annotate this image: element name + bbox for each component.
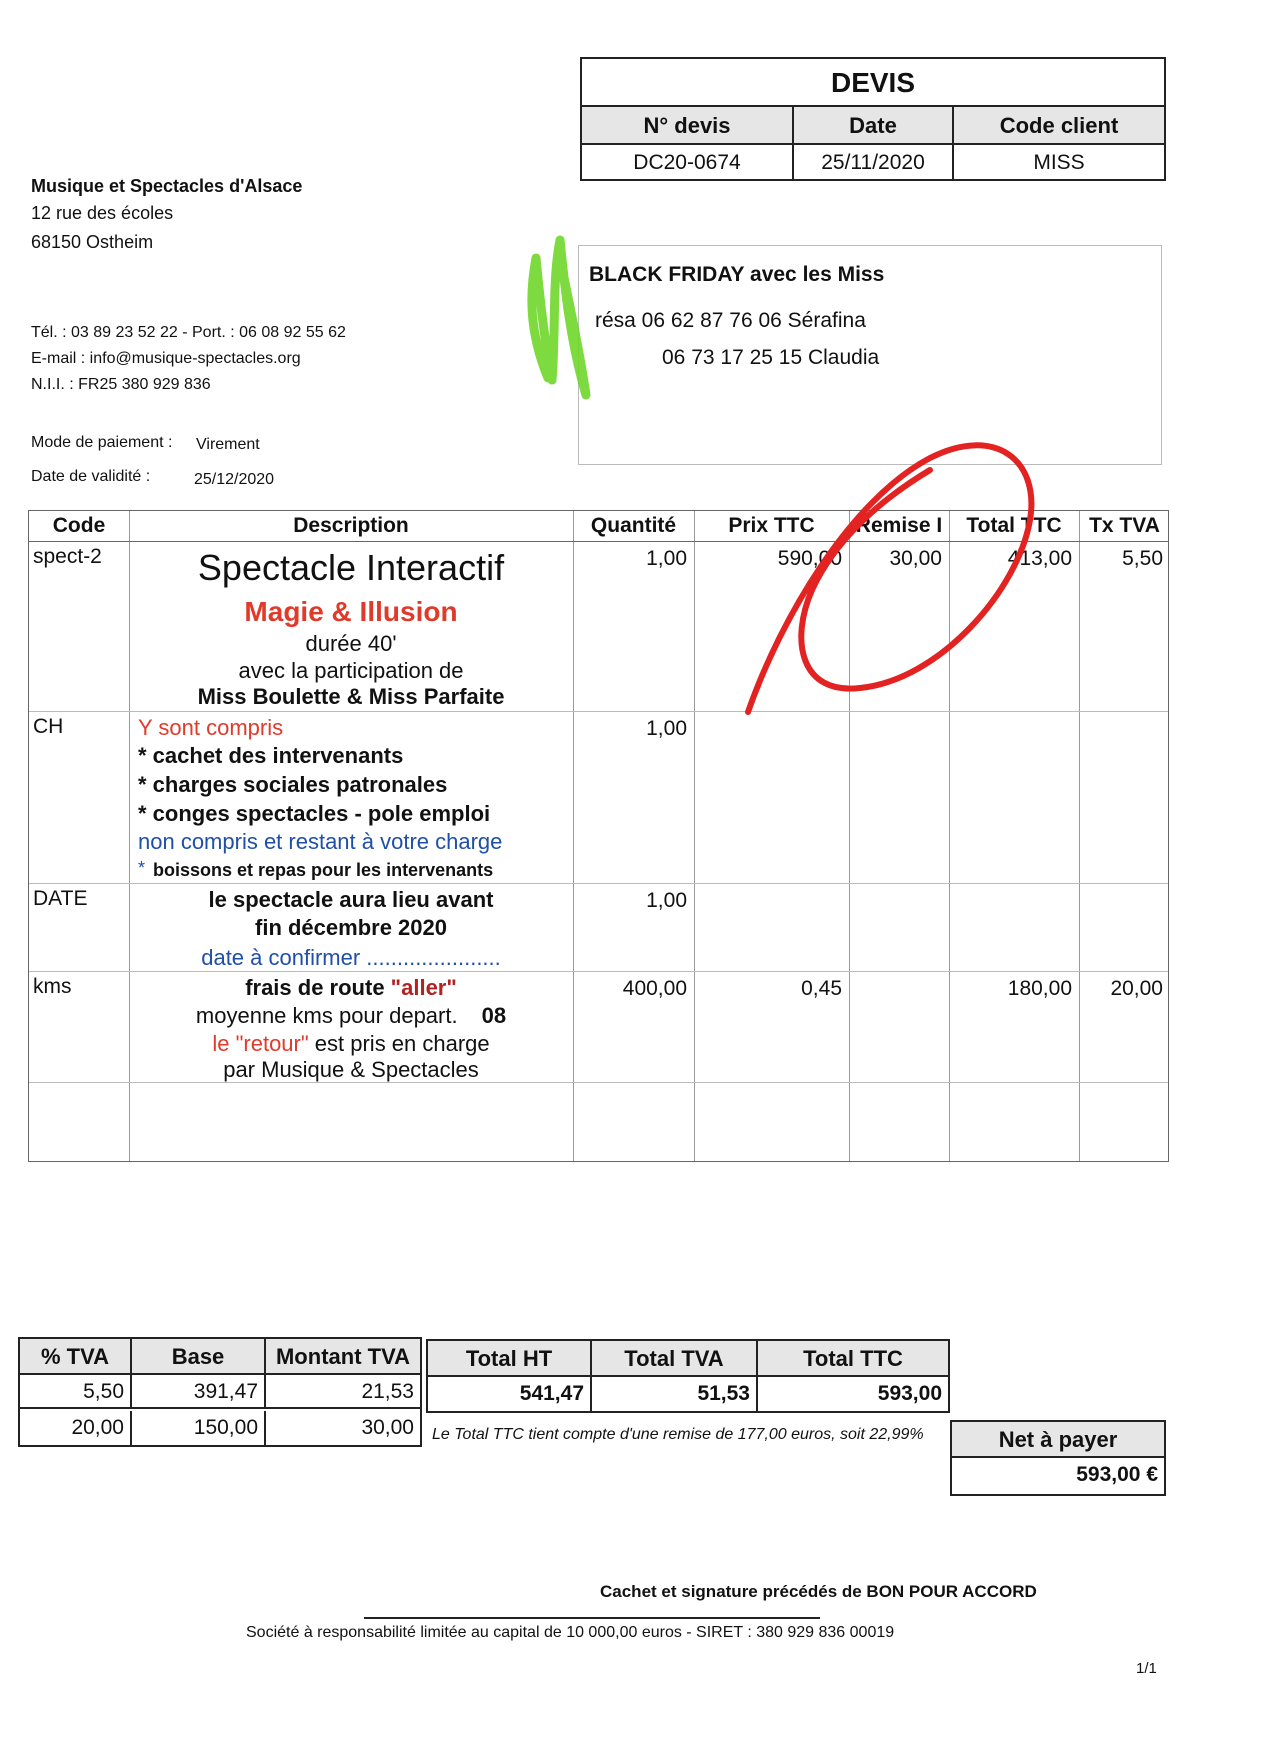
total-ttc-value: 593,00 [877, 1382, 942, 1405]
vat-rate-header: % TVA [20, 1339, 132, 1375]
promo-line-2: 06 73 17 25 15 Claudia [662, 346, 880, 369]
total-ht-header: Total HT [428, 1341, 592, 1377]
row2-code: CH [33, 715, 64, 738]
col-price-header: Prix TTC [728, 514, 815, 537]
row4-line-4: par Musique & Spectacles [223, 1057, 479, 1082]
total-ht-value: 541,47 [428, 1377, 592, 1411]
devis-title: DEVIS [582, 59, 1164, 107]
company-street: 12 rue des écoles [31, 203, 174, 223]
red-circle-mark [748, 445, 1031, 712]
col-vat-header: Tx TVA [1089, 514, 1160, 537]
company-nii: N.I.I. : FR25 380 929 836 [31, 376, 211, 393]
vat-row1-base: 391,47 [132, 1375, 266, 1409]
company-name: Musique et Spectacles d'Alsace [31, 176, 303, 196]
row3-quantity: 1,00 [646, 889, 687, 912]
row1-participation: avec la participation de [238, 658, 464, 683]
vat-row2-rate: 20,00 [20, 1411, 132, 1445]
row3-line-3: date à confirmer ...................... [201, 945, 501, 970]
row2-item-1: * cachet des intervenants [138, 743, 404, 768]
row2-item-4: boissons et repas pour les intervenants [153, 860, 494, 880]
row4-line-1-a: frais de route [245, 975, 391, 1000]
row2-not-included-label: non compris et restant à votre charge [138, 829, 503, 854]
company-phone: Tél. : 03 89 23 52 22 - Port. : 06 08 92 55 62 [31, 324, 346, 341]
row2-included-label: Y sont compris [138, 715, 284, 740]
payment-mode-value: Virement [196, 436, 260, 453]
promo-line-1: résa 06 62 87 76 06 Sérafina [595, 309, 866, 332]
row2-item-3: * conges spectacles - pole emploi [138, 801, 491, 826]
row4-total: 180,00 [1007, 977, 1072, 1000]
client-code-header: Code client [954, 107, 1164, 145]
row1-title: Spectacle Interactif [197, 547, 505, 588]
discount-note: Le Total TTC tient compte d'une remise de 177,00 euros, soit 22,99% [432, 1426, 924, 1443]
total-tva-header: Total TVA [592, 1341, 758, 1377]
row1-total: 413,00 [1007, 547, 1072, 570]
row1-artists: Miss Boulette & Miss Parfaite [197, 684, 505, 709]
devis-number-value: DC20-0674 [582, 145, 794, 181]
row2-quantity: 1,00 [646, 717, 687, 740]
total-tva-value: 51,53 [592, 1377, 758, 1411]
row4-line-1-b: "aller" [390, 975, 457, 1000]
row4-line-2-b: 08 [481, 1003, 507, 1028]
row1-discount: 30,00 [889, 547, 942, 570]
row3-code: DATE [33, 887, 88, 910]
devis-number-header: N° devis [582, 107, 794, 145]
col-quantity-header: Quantité [590, 514, 677, 537]
row1-price: 590,00 [777, 547, 842, 570]
net-to-pay-value: 593,00 € [1076, 1463, 1158, 1486]
col-code-header: Code [52, 514, 106, 537]
row3-line-1: le spectacle aura lieu avant [208, 887, 494, 912]
legal-mention: Société à responsabilité limitée au capital de 10 000,00 euros - SIRET : 380 929 836 00019 [246, 1624, 895, 1641]
devis-date-value: 25/11/2020 [794, 145, 954, 181]
vat-base-header: Base [132, 1339, 266, 1375]
validity-value: 25/12/2020 [194, 471, 275, 488]
row2-item-4-bullet: * [138, 858, 146, 878]
row4-line-3-b: est pris en charge [308, 1031, 490, 1056]
col-total-header: Total TTC [966, 514, 1062, 537]
row4-line-3-a: le "retour" [212, 1031, 309, 1056]
row3-line-2: fin décembre 2020 [255, 915, 447, 940]
row4-code: kms [33, 975, 72, 998]
devis-date-header: Date [794, 107, 954, 145]
vat-row2-base: 150,00 [132, 1411, 266, 1445]
signature-instruction: Cachet et signature précédés de BON POUR ACCORD [600, 1582, 1037, 1601]
green-m-scribble [532, 240, 586, 395]
row4-line-2-a: moyenne kms pour depart. [195, 1003, 458, 1028]
row4-quantity: 400,00 [622, 977, 687, 1000]
row1-subtitle: Magie & Illusion [244, 596, 458, 627]
row1-duration: durée 40' [305, 631, 397, 656]
row2-item-2: * charges sociales patronales [138, 772, 448, 797]
validity-label: Date de validité : [31, 468, 151, 485]
vat-row2-amount: 30,00 [361, 1416, 414, 1439]
company-email: E-mail : info@musique-spectacles.org [31, 350, 301, 367]
row4-price: 0,45 [801, 977, 842, 1000]
col-description-header: Description [293, 514, 409, 537]
client-code-value: MISS [1033, 151, 1085, 174]
row1-quantity: 1,00 [646, 547, 687, 570]
company-city: 68150 Ostheim [31, 232, 154, 252]
col-discount-header: Remise I [855, 514, 943, 537]
row1-code: spect-2 [33, 545, 102, 568]
page-number: 1/1 [1136, 1660, 1157, 1677]
net-to-pay-label: Net à payer [952, 1422, 1164, 1458]
payment-mode-label: Mode de paiement : [31, 434, 173, 451]
row4-vat: 20,00 [1110, 977, 1163, 1000]
promo-title: BLACK FRIDAY avec les Miss [589, 263, 885, 286]
vat-row1-rate: 5,50 [20, 1375, 132, 1409]
vat-amount-header: Montant TVA [266, 1339, 420, 1375]
row1-vat: 5,50 [1122, 547, 1163, 570]
vat-row1-amount: 21,53 [266, 1375, 420, 1409]
total-ttc-header: Total TTC [758, 1341, 948, 1377]
